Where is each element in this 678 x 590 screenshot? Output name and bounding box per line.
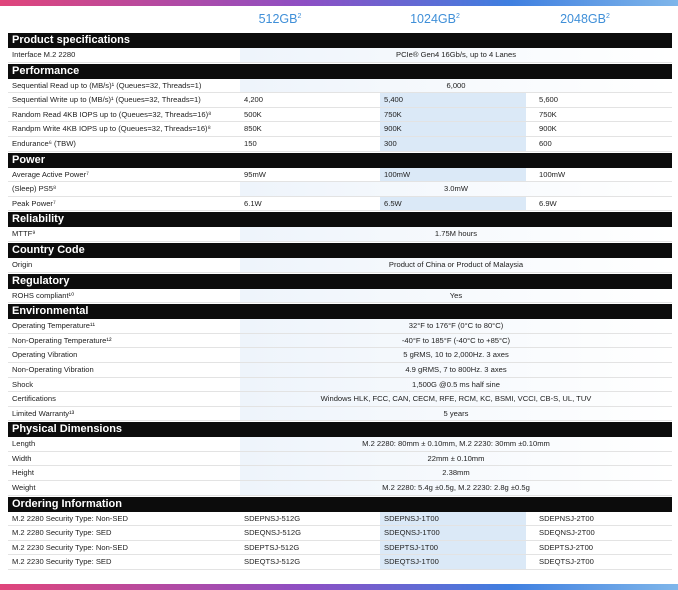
spec-row bbox=[8, 79, 672, 94]
spec-value-all: 2.38mm bbox=[240, 466, 672, 480]
spec-value-all: Windows HLK, FCC, CAN, CECM, RFE, RCM, KC, BSMI, VCCI, CB-S, UL, TUV bbox=[240, 392, 672, 406]
spec-label: M.2 2230 Security Type: SED bbox=[12, 557, 112, 567]
spec-label: Height bbox=[12, 468, 34, 478]
spec-value-1024gb: SDEPTSJ-1T00 bbox=[380, 541, 526, 555]
spec-row bbox=[8, 227, 672, 242]
spec-row bbox=[8, 168, 672, 183]
spec-value-2048gb: 5,600 bbox=[539, 95, 559, 105]
top-gradient-bar bbox=[0, 0, 678, 6]
spec-value-2048gb: SDEQTSJ-2T00 bbox=[539, 557, 594, 567]
spec-value-all: 4.9 gRMS, 7 to 800Hz. 3 axes bbox=[240, 363, 672, 377]
spec-row bbox=[8, 407, 672, 422]
spec-value-1024gb: 100mW bbox=[380, 168, 526, 182]
spec-label: MTTF⁹ bbox=[12, 229, 36, 239]
spec-row bbox=[8, 334, 672, 349]
spec-row bbox=[8, 93, 672, 108]
spec-value-2048gb: SDEQNSJ-2T00 bbox=[539, 528, 595, 538]
spec-value-all: M.2 2280: 80mm ± 0.10mm, M.2 2230: 30mm ±0.10mm bbox=[240, 437, 672, 451]
section-header: Reliability bbox=[8, 212, 672, 227]
spec-label: Operating Temperature¹¹ bbox=[12, 321, 96, 331]
spec-value-512gb: SDEQNSJ-512G bbox=[244, 528, 301, 538]
column-header-1024gb: $1024GB^2$ bbox=[410, 12, 460, 26]
spec-row bbox=[8, 392, 672, 407]
spec-row bbox=[8, 466, 672, 481]
spec-row bbox=[8, 363, 672, 378]
spec-value-512gb: 850K bbox=[244, 124, 262, 134]
spec-row bbox=[8, 378, 672, 393]
spec-value-all: 1.75M hours bbox=[240, 227, 672, 241]
spec-row bbox=[8, 348, 672, 363]
section-header: Performance bbox=[8, 64, 672, 79]
spec-label: M.2 2280 Security Type: Non-SED bbox=[12, 513, 128, 523]
spec-value-all: 1,500G @0.5 ms half sine bbox=[240, 378, 672, 392]
spec-value-all: 32°F to 176°F (0°C to 80°C) bbox=[240, 319, 672, 333]
column-header-512gb: $512GB^2$ bbox=[258, 12, 302, 26]
spec-value-all: Product of China or Product of Malaysia bbox=[240, 258, 672, 272]
spec-value-2048gb: 900K bbox=[539, 124, 557, 134]
spec-value-1024gb: 750K bbox=[380, 108, 526, 122]
spec-label: (Sleep) PS5⁸ bbox=[12, 184, 57, 194]
spec-value-1024gb: SDEPNSJ-1T00 bbox=[380, 512, 526, 526]
spec-label: ROHS compliant¹⁰ bbox=[12, 290, 75, 300]
spec-value-2048gb: 750K bbox=[539, 109, 557, 119]
spec-label: Average Active Power⁷ bbox=[12, 169, 89, 179]
spec-value-512gb: 4,200 bbox=[244, 95, 264, 105]
spec-value-all: PCIe® Gen4 16Gb/s, up to 4 Lanes bbox=[240, 48, 672, 62]
spec-label: Non-Operating Vibration bbox=[12, 364, 94, 374]
spec-row bbox=[8, 197, 672, 212]
spec-value-512gb: 150 bbox=[244, 138, 257, 148]
spec-row bbox=[8, 512, 672, 527]
spec-row bbox=[8, 182, 672, 197]
section-header: Ordering Information bbox=[8, 497, 672, 512]
section-header: Environmental bbox=[8, 304, 672, 319]
spec-row bbox=[8, 108, 672, 123]
spec-value-512gb: 95mW bbox=[244, 169, 266, 179]
spec-label: Width bbox=[12, 453, 32, 463]
spec-label: Non-Operating Temperature¹² bbox=[12, 335, 112, 345]
spec-row bbox=[8, 555, 672, 570]
spec-label: Endurance⁶ (TBW) bbox=[12, 138, 76, 148]
spec-value-1024gb: 6.5W bbox=[380, 197, 526, 211]
spec-row bbox=[8, 122, 672, 137]
spec-table bbox=[8, 32, 672, 570]
spec-label: Length bbox=[12, 439, 36, 449]
spec-value-2048gb: 100mW bbox=[539, 169, 566, 179]
spec-label: Shock bbox=[12, 379, 34, 389]
spec-label: Sequential Write up to (MB/s)¹ (Queues=32, Threads=1) bbox=[12, 95, 201, 105]
spec-value-all: 6,000 bbox=[240, 79, 672, 93]
bottom-gradient-bar bbox=[0, 584, 678, 590]
spec-row bbox=[8, 48, 672, 63]
spec-value-2048gb: 600 bbox=[539, 138, 552, 148]
section-header: Power bbox=[8, 153, 672, 168]
spec-value-all: 3.0mW bbox=[240, 182, 672, 196]
spec-row bbox=[8, 437, 672, 452]
spec-label: Weight bbox=[12, 483, 36, 493]
spec-row bbox=[8, 541, 672, 556]
spec-row bbox=[8, 319, 672, 334]
section-header: Regulatory bbox=[8, 274, 672, 289]
section-header: Product specifications bbox=[8, 33, 672, 48]
spec-value-2048gb: 6.9W bbox=[539, 198, 557, 208]
spec-label: M.2 2230 Security Type: Non-SED bbox=[12, 542, 128, 552]
spec-label: Sequential Read up to (MB/s)¹ (Queues=32, Threads=1) bbox=[12, 80, 202, 90]
spec-label: Randpm Write 4KB IOPS up to (Queues=32, Threads=16)⁸ bbox=[12, 124, 211, 134]
spec-label: Operating Vibration bbox=[12, 350, 78, 360]
section-header: Physical Dimensions bbox=[8, 422, 672, 437]
spec-label: Limited Warranty¹³ bbox=[12, 408, 75, 418]
section-header: Country Code bbox=[8, 243, 672, 258]
spec-value-all: 22mm ± 0.10mm bbox=[240, 452, 672, 466]
spec-value-all: 5 years bbox=[240, 407, 672, 421]
spec-value-512gb: SDEPNSJ-512G bbox=[244, 513, 301, 523]
spec-label: M.2 2280 Security Type: SED bbox=[12, 528, 112, 538]
spec-label: Random Read 4KB IOPS up to (Queues=32, Threads=16)⁸ bbox=[12, 109, 212, 119]
spec-value-all: M.2 2280: 5.4g ±0.5g, M.2 2230: 2.8g ±0.5g bbox=[240, 481, 672, 495]
spec-value-1024gb: SDEQNSJ-1T00 bbox=[380, 526, 526, 540]
spec-label: Origin bbox=[12, 259, 33, 269]
spec-row bbox=[8, 481, 672, 496]
spec-row bbox=[8, 258, 672, 273]
spec-value-1024gb: 5,400 bbox=[380, 93, 526, 107]
spec-label: Peak Power⁷ bbox=[12, 198, 56, 208]
spec-value-512gb: SDEQTSJ-512G bbox=[244, 557, 301, 567]
spec-value-all: Yes bbox=[240, 289, 672, 303]
spec-row bbox=[8, 452, 672, 467]
spec-value-512gb: 6.1W bbox=[244, 198, 262, 208]
spec-value-1024gb: 300 bbox=[380, 137, 526, 151]
spec-value-512gb: SDEPTSJ-512G bbox=[244, 542, 300, 552]
spec-value-2048gb: SDEPTSJ-2T00 bbox=[539, 542, 594, 552]
spec-value-2048gb: SDEPNSJ-2T00 bbox=[539, 513, 594, 523]
spec-value-all: -40°F to 185°F (-40°C to +85°C) bbox=[240, 334, 672, 348]
spec-label: Certifications bbox=[12, 394, 56, 404]
spec-value-512gb: 500K bbox=[244, 109, 262, 119]
spec-value-all: 5 gRMS, 10 to 2,000Hz. 3 axes bbox=[240, 348, 672, 362]
spec-value-1024gb: 900K bbox=[380, 122, 526, 136]
spec-row bbox=[8, 289, 672, 304]
column-header-2048gb: $2048GB^2$ bbox=[560, 12, 610, 26]
spec-value-1024gb: SDEQTSJ-1T00 bbox=[380, 555, 526, 569]
spec-label: Interface M.2 2280 bbox=[12, 50, 76, 59]
spec-row bbox=[8, 137, 672, 152]
spec-row bbox=[8, 526, 672, 541]
